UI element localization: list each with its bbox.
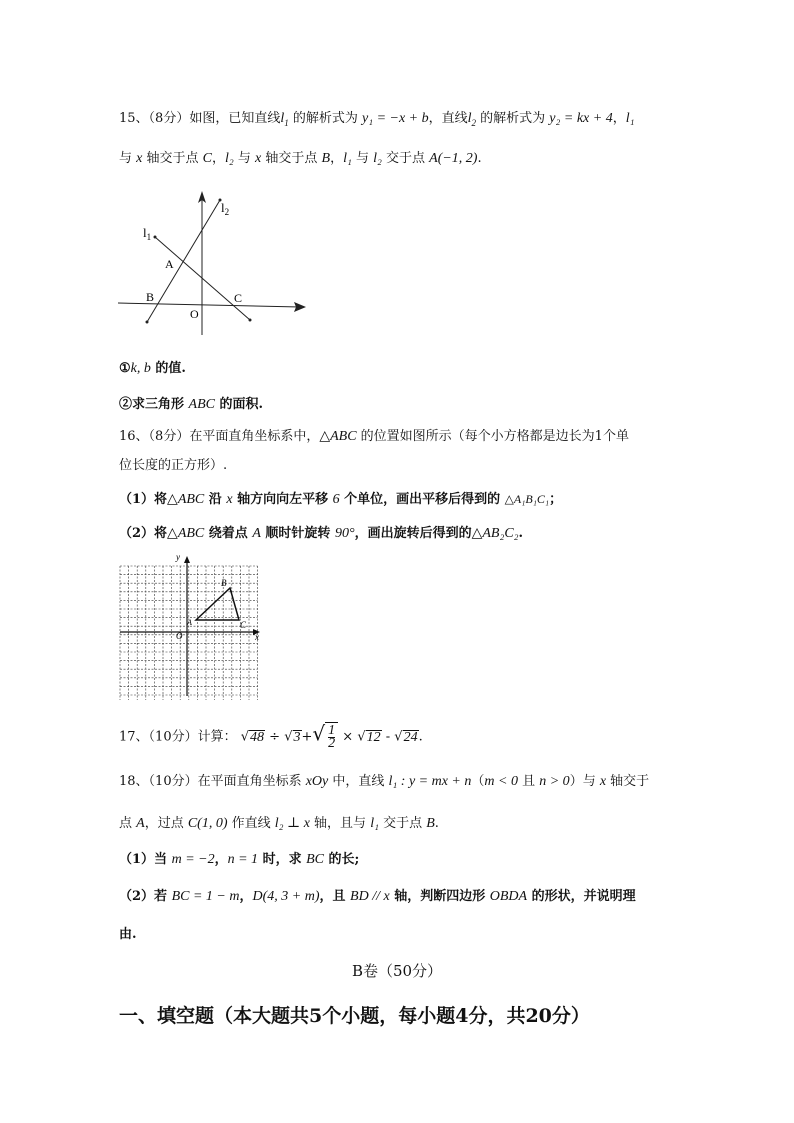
q15-l1: $l_1$ — [280, 111, 289, 128]
m: x — [226, 492, 233, 507]
q15-eq2: y₂ = kx + 4 — [549, 111, 613, 126]
q15-t4: ， — [612, 111, 626, 126]
t: （ — [471, 774, 485, 789]
op: ÷ — [265, 729, 285, 745]
t: ，过点 — [144, 816, 188, 831]
t: 18、（10分）在平面直角坐标系 — [119, 774, 306, 789]
label-A: A — [165, 257, 174, 271]
label-l1: $l_1$ — [143, 225, 152, 242]
q16-line2 — [119, 457, 227, 475]
q18-part1 — [119, 851, 359, 869]
t: ， — [330, 151, 344, 166]
m: x — [136, 151, 143, 166]
m: 90° — [334, 526, 355, 541]
t: 位长度的正方形）. — [119, 458, 228, 473]
t: 轴，且与 — [309, 816, 371, 831]
t: 个单位，画出平移后得到的 — [339, 492, 505, 507]
t: ① — [119, 361, 131, 376]
q18-line1 — [119, 773, 649, 791]
t: 与 — [233, 151, 256, 166]
t: 点 — [119, 816, 137, 831]
t: 的长; — [324, 852, 360, 867]
fraction-1-2: $\frac{1}{2}$ — [325, 722, 338, 752]
t: ②求三角形 — [119, 397, 189, 412]
t: ，画出旋转后得到的 — [354, 526, 472, 541]
t: （1）当 — [119, 852, 172, 867]
q15-l1b: l₁ — [625, 111, 635, 126]
t: 轴交于 — [606, 774, 650, 789]
q16-line1 — [119, 428, 629, 446]
sqrt-sign-icon: √ — [240, 729, 250, 745]
t: 的位置如图所示（每个小方格都是边长为1个单 — [356, 429, 629, 444]
label-B: B — [146, 290, 155, 304]
sqrt-12: 12 — [366, 729, 381, 745]
m: OBDA — [489, 889, 528, 904]
t: 轴，判断四边形 — [389, 889, 490, 904]
grid-lines — [120, 566, 258, 700]
m: m = −2 — [171, 852, 215, 867]
m: △ABC — [167, 526, 205, 541]
q18-line2 — [119, 815, 439, 833]
m: C — [202, 151, 212, 166]
t: 轴交于点 — [142, 151, 203, 166]
m: A — [136, 816, 145, 831]
label-l2: $l_2$ — [221, 200, 230, 217]
grid-label-x: x — [255, 632, 259, 642]
m: △AB₂C₂ — [471, 526, 519, 541]
t: （1）将 — [119, 492, 168, 507]
m: B — [426, 816, 435, 831]
op: + — [301, 729, 313, 745]
line-l2 — [147, 200, 220, 322]
t: 的面积. — [214, 397, 264, 412]
m: BC — [306, 852, 325, 867]
t: ， — [239, 889, 253, 904]
grid-label-B: B — [221, 578, 227, 588]
t: 作直线 — [227, 816, 275, 831]
t: （2）若 — [119, 889, 172, 904]
m: x — [255, 151, 262, 166]
t: 的值. — [150, 361, 186, 376]
m: A — [252, 526, 261, 541]
q15-t1: 的解析式为 — [288, 111, 362, 126]
t: 绕着点 — [204, 526, 253, 541]
sqrt-48: 48 — [250, 729, 265, 745]
t: 顺时针旋转 — [260, 526, 335, 541]
t: ， — [214, 852, 228, 867]
op: . — [418, 729, 423, 745]
m: B — [321, 151, 331, 166]
q15-eq1: y₁ = −x + b — [361, 111, 429, 126]
t: ； — [549, 492, 563, 507]
op: × — [338, 729, 358, 745]
t: ， — [211, 151, 225, 166]
m: m < 0 — [484, 774, 518, 789]
t: 且 — [517, 774, 540, 789]
q16-part1 — [119, 490, 562, 509]
label-C: C — [234, 291, 243, 305]
t: 交于点 — [378, 816, 427, 831]
m: C(1, 0) — [187, 816, 228, 831]
m: D(4, 3 + m) — [252, 889, 320, 904]
q15-line1 — [119, 110, 634, 132]
m: l₂ ⊥ x — [274, 816, 310, 831]
q15-part2 — [119, 396, 263, 414]
grid-label-y: y — [176, 552, 180, 562]
sqrt-3: 3 — [293, 729, 301, 745]
grid-label-C: C — [240, 620, 247, 630]
m: l₁ — [370, 816, 379, 831]
q15-l2: $l_2$ — [467, 111, 477, 128]
m: BD // x — [350, 889, 390, 904]
q15-figure — [110, 185, 320, 345]
m: △ABC — [167, 492, 205, 507]
m: △ABC — [319, 429, 357, 444]
m: l₂ — [224, 151, 234, 166]
t: ）与 — [569, 774, 600, 789]
m: l₁ — [343, 151, 352, 166]
t: 16、（8分）在平面直角坐标系中， — [119, 429, 320, 444]
m: n = 1 — [227, 852, 259, 867]
m: A(−1, 2) — [429, 151, 478, 166]
label-O: O — [190, 307, 199, 321]
q15-line2 — [119, 150, 482, 168]
t: 由. — [119, 927, 137, 942]
section-fill-in-title: 一、填空题（本大题共5个小题，每小题4分，共20分） — [119, 1005, 590, 1027]
m: x — [599, 774, 607, 789]
t: 沿 — [204, 492, 227, 507]
t: 与 — [119, 151, 137, 166]
t: . — [477, 151, 482, 166]
m: BC = 1 − m — [171, 889, 240, 904]
t: 时，求 — [258, 852, 307, 867]
t: 轴交于点 — [261, 151, 322, 166]
q15-label: 15、（8分）如图，已知直线 — [119, 111, 281, 126]
m: l₁ : y = mx + n — [388, 774, 472, 789]
op: - — [381, 729, 395, 745]
q15-t3: 的解析式为 — [476, 111, 550, 126]
t: 中，直线 — [328, 774, 389, 789]
m: xOy — [305, 774, 329, 789]
part-b-title: B卷（50分） — [351, 962, 443, 980]
grid-label-A: A — [187, 618, 192, 627]
q18-part2-cont — [119, 926, 137, 944]
q15-t2: ，直线 — [428, 111, 468, 126]
triangle-ABC — [196, 588, 239, 620]
t: 的形状，并说明理 — [527, 889, 636, 904]
q18-part2 — [119, 888, 636, 906]
grid-y-arrow-icon — [184, 556, 190, 563]
t: （2）将 — [119, 526, 168, 541]
q17-line — [119, 722, 423, 752]
q15-part1 — [119, 360, 186, 378]
sqrt-sign-icon: √ — [312, 721, 326, 746]
t: . — [434, 816, 439, 831]
m: l₂ — [373, 151, 382, 166]
m: k, b — [130, 361, 151, 376]
m: 6 — [332, 492, 340, 507]
q16-grid-figure — [114, 552, 264, 700]
m: △A₁B₁C₁ — [504, 492, 550, 506]
m: n > 0 — [539, 774, 570, 789]
q16-part2 — [119, 525, 523, 543]
t: 轴方向向左平移 — [232, 492, 333, 507]
t: 交于点 — [381, 151, 430, 166]
q17-label: 17、（10分）计算： — [119, 729, 237, 745]
sqrt-24: 24 — [403, 729, 418, 745]
sqrt-sign-icon: √ — [357, 729, 366, 745]
m: ABC — [188, 397, 215, 412]
t: ，且 — [319, 889, 351, 904]
t: . — [518, 526, 524, 541]
t: 与 — [351, 151, 374, 166]
sqrt-sign-icon: √ — [284, 729, 293, 745]
grid-label-O: O — [176, 631, 183, 641]
sqrt-sign-icon: √ — [394, 729, 403, 745]
